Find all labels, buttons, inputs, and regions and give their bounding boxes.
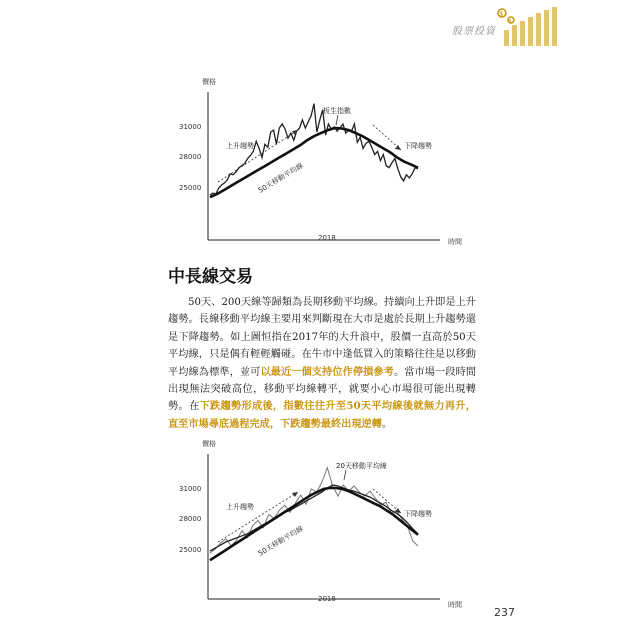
page-number: 237 (494, 606, 515, 619)
y-tick-label: 31000 (179, 485, 202, 493)
y-tick-label: 25000 (179, 546, 202, 554)
index-pointer-line (336, 115, 338, 125)
article-paragraph: 50天、200天線等歸類為長期移動平均線。持續向上升即是上升趨勢。長線移動平均線主要用來判斷現在大市是處於長期上升趨勢還是下降趨勢。如上圖恒指在2017年的大升浪中，股價一直高於50天平均線，只是偶有輕輕觸碰。在牛市中逢低買入的策略往往是以移動平均線為標準，並可以最近一個支持位作停損參考。當市場一段時間出現無法突破高位，移動平均線轉平，就要小心市場很可能出現轉勢。在下跌趨勢形成後，指數往往升至50天平均線後就無力再升，直至市場尋底過程完成，下跌趨勢最終出現逆轉。 (168, 297, 477, 430)
downtrend-arrowhead-icon (395, 145, 401, 150)
ma50-series-line (210, 488, 418, 560)
x-tick-label: 2018 (318, 595, 336, 603)
svg-text:$: $ (508, 18, 512, 25)
uptrend-arrowhead-icon (292, 492, 298, 497)
uptrend-arrowhead-icon (292, 130, 298, 135)
bar-chart-logo-icon (494, 4, 574, 46)
y-tick-label: 28000 (179, 515, 202, 523)
highlight-text: 以最近一個支持位作停損參考 (260, 365, 394, 378)
chart-1 (168, 70, 488, 250)
index-annotation: 板生指數 (323, 107, 351, 115)
chart-2 (168, 432, 488, 612)
dollar-sign-icon: $ (499, 10, 504, 18)
ma20-annotation: 20天移動平均線 (336, 462, 387, 470)
uptrend-annotation: 上升趨勢 (226, 503, 254, 511)
y-axis-label: 價格 (202, 440, 216, 448)
ma20-pointer-line (344, 470, 346, 480)
x-axis-label: 時間 (448, 238, 462, 246)
ma50-series-line (210, 128, 418, 197)
downtrend-annotation: 下降趨勢 (404, 142, 432, 150)
y-axis-label: 價格 (202, 78, 216, 86)
highlight-text: 下跌趨勢形成後，指數往往升至50天平均線後就無力再升，直至市場尋底過程完成，下跌趨勢最終出現逆轉 (168, 400, 476, 430)
y-tick-label: 28000 (179, 153, 202, 161)
section-header-label: 股票投資 (452, 26, 496, 37)
uptrend-annotation: 上升趨勢 (226, 142, 254, 150)
y-tick-label: 31000 (179, 123, 202, 131)
x-tick-label: 2018 (318, 234, 336, 242)
ma-annotation: 50天移動平均線 (256, 161, 305, 195)
section-title: 中長線交易 (168, 267, 253, 287)
y-tick-label: 25000 (179, 184, 202, 192)
ma-annotation: 50天移動平均線 (256, 524, 305, 558)
downtrend-annotation: 下降趨勢 (404, 510, 432, 518)
x-axis-label: 時間 (448, 601, 462, 609)
